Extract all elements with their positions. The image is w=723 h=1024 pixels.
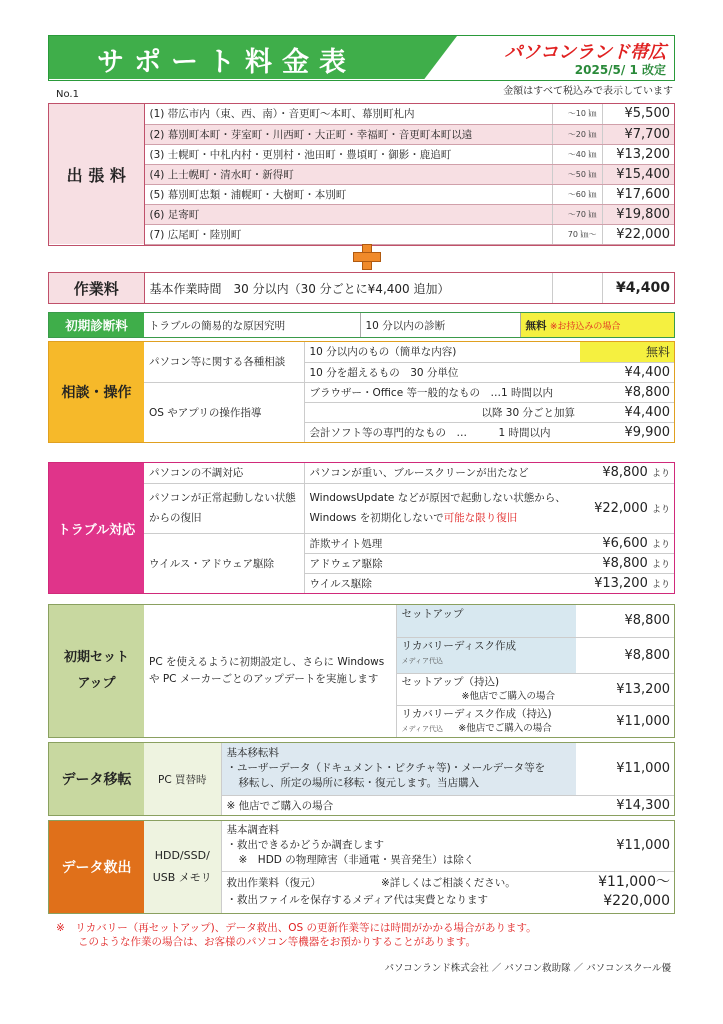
rescue-price-2b: ¥220,000 (603, 893, 670, 910)
trouble-b1c: 可能な限り復旧 (443, 512, 518, 524)
consult-label: 相談・操作 (49, 342, 144, 442)
setup-r4: リカバリーディスク作成（持込) (401, 707, 552, 720)
plus-icon (353, 244, 381, 270)
footer-note-1: ※ リカバリー（再セットアップ)、データ救出、OS の更新作業等には時間がかかる場合があります。 (56, 922, 537, 934)
footer-note-2: このような作業の場合は、お客様のパソコン等機器をお預かりすることがあります。 (78, 936, 476, 948)
trouble-c1-price: ¥6,600 (602, 535, 648, 551)
trip-price: ¥17,600 (602, 184, 674, 204)
trouble-c: ウイルス・アドウェア駆除 (144, 533, 304, 593)
diagnosis-desc: トラブルの簡易的な原因究明 (144, 313, 360, 337)
consult-b3: 会計ソフト等の専門的なもの … 1 時間以内 (309, 426, 551, 439)
transfer-t3: 移転し、所定の場所に移転・復元します。当店購入 (238, 777, 480, 790)
setup-r1: セットアップ (396, 605, 576, 637)
trouble-label: トラブル対応 (49, 463, 144, 593)
trip-price: ¥22,000 (602, 224, 674, 244)
diagnosis-time: 10 分以内の診断 (360, 313, 520, 337)
trip-area: (3) 士幌町・中札内村・更別村・池田町・豊頃町・御影・鹿追町 (144, 144, 552, 164)
consult-b1: ブラウザー・Office 等一般的なもの …1 時間以内 (304, 382, 580, 402)
trouble-b: パソコンが正常起動しない状態からの復旧 (144, 483, 304, 533)
trip-area: (7) 広尾町・陸別町 (144, 224, 552, 244)
yori-label: より (651, 579, 670, 590)
work-fee-price: ¥4,400 (602, 273, 674, 303)
setup-r3: セットアップ（持込) (401, 675, 500, 688)
consult-a1: 10 分以内のもの（簡単な内容) (304, 342, 580, 362)
consult-a2: 10 分を超えるもの 30 分単位 (304, 362, 580, 382)
brand-logo: パソコンランド帯広 (504, 42, 666, 63)
yori-label: より (651, 559, 670, 570)
transfer-label: データ移転 (49, 743, 144, 815)
setup-r2-sub: メディア代込 (401, 656, 443, 665)
consult-a: パソコン等に関する各種相談 (144, 342, 304, 382)
consult-a2-price: ¥4,400 (580, 362, 674, 382)
diagnosis-section (48, 312, 675, 338)
trouble-section (48, 462, 675, 594)
consult-b3-price: ¥9,900 (624, 424, 670, 440)
transfer-price-2: ¥14,300 (616, 797, 670, 813)
trip-row (49, 104, 674, 124)
rescue-t4: 救出作業料（復元） (226, 877, 321, 890)
trip-distance: ～60 ㎞ (552, 184, 602, 204)
trouble-a1: パソコンが重い、ブルースクリーンが出たなど (304, 463, 580, 483)
trip-distance: ～70 ㎞ (552, 204, 602, 224)
setup-desc: PC を使えるように初期設定し、さらに Windows や PC メーカーごとのアップデートを実施します (144, 605, 396, 737)
setup-r4-note: ※他店でご購入の場合 (458, 722, 552, 734)
work-fee-label: 作業料 (49, 273, 144, 303)
yori-label: より (651, 539, 670, 550)
company-footer: パソコンランド株式会社 ／ パソコン救助隊 ／ パソコンスクール優 (384, 963, 671, 974)
trip-price: ¥19,800 (602, 204, 674, 224)
work-fee-section (48, 272, 675, 304)
rescue-label: データ救出 (49, 821, 144, 913)
trip-area: (6) 足寄町 (144, 204, 552, 224)
trouble-c3-price: ¥13,200 (594, 575, 648, 591)
rescue-t5: ・救出ファイルを保存するメディア代は実費となります (226, 894, 488, 907)
rescue-t2: ・救出できるかどうか調査します (226, 839, 384, 852)
revision-date: 2025/5/ 1 改定 (574, 63, 666, 77)
trouble-c2: アドウェア駆除 (304, 553, 580, 573)
trouble-b1-price: ¥22,000 (594, 500, 648, 516)
setup-r3-sub: ※他店でご購入の場合 (461, 690, 555, 702)
setup-label-1: 初期セット (63, 650, 129, 665)
trouble-c3: ウイルス駆除 (309, 577, 372, 590)
consult-b2-price: ¥4,400 (580, 402, 674, 422)
trip-area: (1) 帯広市内（東、西、南）・音更町～本町、幕別町札内 (144, 104, 552, 124)
trip-area: (5) 幕別町忠類・浦幌町・大樹町・本別町 (144, 184, 552, 204)
rescue-section (48, 820, 675, 914)
setup-r2: リカバリーディスク作成 (401, 639, 517, 652)
yori-label: より (651, 469, 670, 480)
setup-label-2: アップ (77, 676, 116, 691)
transfer-t4: ※ 他店でご購入の場合 (226, 799, 334, 812)
tax-note: 金額はすべて税込みで表示しています (503, 86, 673, 97)
setup-r3-price: ¥13,200 (576, 673, 674, 705)
rescue-t3: ※ HDD の物理障害（非通電・異音発生）は除く (238, 854, 475, 867)
trip-price: ¥7,700 (602, 124, 674, 144)
trip-distance: ～10 ㎞ (552, 104, 602, 124)
setup-section (48, 604, 675, 738)
rescue-price-2a: ¥11,000～ (598, 874, 670, 891)
consult-a1-price: 無料 (580, 342, 674, 362)
page-number: No.1 (56, 89, 79, 100)
trouble-c2-price: ¥8,800 (602, 555, 648, 571)
consult-b1-price: ¥8,800 (580, 382, 674, 402)
trouble-c1: 詐欺サイト処理 (304, 533, 580, 553)
rescue-t1: 基本調査料 (226, 824, 279, 837)
trouble-a1-price: ¥8,800 (602, 465, 648, 481)
transfer-sub: PC 買替時 (144, 743, 221, 815)
page-title: サポート料金表 (97, 47, 356, 78)
trip-price: ¥13,200 (602, 144, 674, 164)
trouble-b1b: Windows を初期化しないで (309, 512, 444, 524)
trouble-b1: WindowsUpdate などが原因で起動しない状態から、 (309, 492, 566, 504)
trip-area: (4) 上士幌町・清水町・新得町 (144, 164, 552, 184)
yori-label: より (651, 504, 670, 515)
trouble-a: パソコンの不調対応 (144, 463, 304, 483)
setup-r2-price: ¥8,800 (576, 637, 674, 673)
diagnosis-price: 無料 (525, 319, 547, 332)
trip-area: (2) 幕別町本町・芽室町・川西町・大正町・幸福町・音更町本町以遠 (144, 124, 552, 144)
transfer-t2: ・ユーザーデータ（ドキュメント・ピクチャ等)・メールデータ等を (226, 762, 546, 775)
trip-distance: ～50 ㎞ (552, 164, 602, 184)
trip-fee-label: 出 張 料 (49, 104, 144, 244)
diagnosis-label: 初期診断料 (49, 313, 144, 337)
setup-r4-sub: メディア代込 (401, 724, 443, 733)
rescue-price-1: ¥11,000 (576, 821, 674, 871)
trip-price: ¥15,400 (602, 164, 674, 184)
trip-fee-section (48, 103, 675, 246)
transfer-t1: 基本移転料 (226, 747, 279, 760)
setup-r4-price: ¥11,000 (616, 713, 670, 729)
trip-distance: ～40 ㎞ (552, 144, 602, 164)
rescue-t4-note: ※詳しくはご相談ください。 (381, 877, 516, 890)
trip-distance: ～20 ㎞ (552, 124, 602, 144)
trip-price: ¥5,500 (602, 104, 674, 124)
transfer-section (48, 742, 675, 816)
rescue-sub-2: USB メモリ (152, 871, 212, 884)
header (48, 35, 675, 81)
rescue-sub-1: HDD/SSD/ (154, 849, 210, 862)
consult-section (48, 341, 675, 443)
work-fee-desc: 基本作業時間 30 分以内（30 分ごとに¥4,400 追加） (149, 281, 450, 296)
diagnosis-note: ※お持込みの場合 (549, 321, 621, 332)
consult-b2: 以降 30 分ごと加算 (304, 402, 580, 422)
consult-b: OS やアプリの操作指導 (144, 382, 304, 442)
transfer-price-1: ¥11,000 (576, 743, 674, 795)
trip-distance: 70 ㎞～ (552, 224, 602, 244)
setup-r1-price: ¥8,800 (576, 605, 674, 637)
